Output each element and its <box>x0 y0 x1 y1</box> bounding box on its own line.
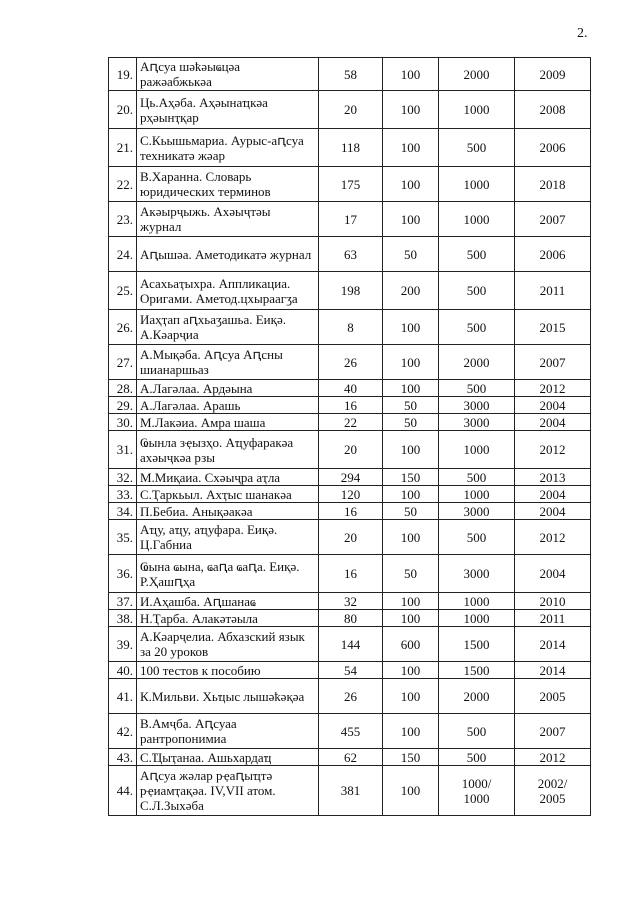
year-cell: 2004 <box>515 555 591 593</box>
quantity-cell: 100 <box>383 58 439 91</box>
quantity-cell: 50 <box>383 555 439 593</box>
copies-cell: 2000 <box>439 345 515 380</box>
table-row <box>109 129 591 167</box>
quantity-cell: 100 <box>383 593 439 610</box>
table-row <box>109 520 591 555</box>
copies-cell: 1000 <box>439 91 515 129</box>
row-number-cell: 26. <box>109 310 137 345</box>
table-row <box>109 749 591 766</box>
title-cell: Ць.Аҳәба. Аҳәынаҵкәа рҳәынҭқар <box>137 91 319 129</box>
title-cell: В.Амҷба. Аԥсуаа рантропонимиа <box>137 714 319 749</box>
count-cell: 63 <box>319 237 383 272</box>
year-cell: 2009 <box>515 58 591 91</box>
row-number-cell: 39. <box>109 627 137 662</box>
table-row <box>109 431 591 469</box>
quantity-cell: 50 <box>383 503 439 520</box>
table-row <box>109 167 591 202</box>
copies-cell: 500 <box>439 714 515 749</box>
year-cell: 2006 <box>515 237 591 272</box>
count-cell: 80 <box>319 610 383 627</box>
copies-cell: 500 <box>439 749 515 766</box>
quantity-cell: 100 <box>383 766 439 816</box>
title-cell: А.Мықәба. Аԥсуа Аԥсны шианаршьаз <box>137 345 319 380</box>
copies-cell: 2000 <box>439 58 515 91</box>
row-number-cell: 38. <box>109 610 137 627</box>
title-cell: А.Лагәлаа. Арашь <box>137 397 319 414</box>
title-cell: И.Аҳашба. Аԥшанаҩ <box>137 593 319 610</box>
copies-cell: 1000 <box>439 593 515 610</box>
quantity-cell: 50 <box>383 237 439 272</box>
count-cell: 381 <box>319 766 383 816</box>
count-cell: 26 <box>319 345 383 380</box>
title-cell: В.Харанна. Словарь юридических терминов <box>137 167 319 202</box>
count-cell: 54 <box>319 662 383 679</box>
count-cell: 58 <box>319 58 383 91</box>
copies-cell: 3000 <box>439 397 515 414</box>
row-number-cell: 44. <box>109 766 137 816</box>
title-cell: С.Ҭаркьыл. Ахҭыс шанакәа <box>137 486 319 503</box>
year-cell: 2008 <box>515 91 591 129</box>
row-number-cell: 35. <box>109 520 137 555</box>
table-row <box>109 414 591 431</box>
table-row <box>109 469 591 486</box>
year-cell: 2014 <box>515 627 591 662</box>
row-number-cell: 27. <box>109 345 137 380</box>
row-number-cell: 34. <box>109 503 137 520</box>
year-cell: 2014 <box>515 662 591 679</box>
table-row <box>109 486 591 503</box>
row-number-cell: 29. <box>109 397 137 414</box>
row-number-cell: 40. <box>109 662 137 679</box>
copies-cell: 500 <box>439 237 515 272</box>
copies-cell: 500 <box>439 520 515 555</box>
title-cell: Асахьаҭыхра. Аппликациа. Оригами. Аметод.цхыраагӡа <box>137 272 319 310</box>
title-cell: Аԥсуа жәлар рҿаԥыҵтә рҿиамҭақәа. IV,VII атом. С.Л.Зыхәба <box>137 766 319 816</box>
row-number-cell: 20. <box>109 91 137 129</box>
title-cell: М.Миқаиа. Схәыҷра аҭла <box>137 469 319 486</box>
year-cell: 2015 <box>515 310 591 345</box>
quantity-cell: 200 <box>383 272 439 310</box>
copies-cell: 1000 <box>439 202 515 237</box>
table-row <box>109 237 591 272</box>
quantity-cell: 100 <box>383 91 439 129</box>
year-cell: 2004 <box>515 486 591 503</box>
copies-cell: 500 <box>439 310 515 345</box>
quantity-cell: 150 <box>383 749 439 766</box>
quantity-cell: 100 <box>383 345 439 380</box>
catalog-table-body <box>109 58 591 816</box>
copies-cell: 2000 <box>439 679 515 714</box>
quantity-cell: 50 <box>383 414 439 431</box>
count-cell: 20 <box>319 520 383 555</box>
quantity-cell: 100 <box>383 202 439 237</box>
table-row <box>109 503 591 520</box>
year-cell: 2005 <box>515 679 591 714</box>
year-cell: 2011 <box>515 272 591 310</box>
year-cell: 2018 <box>515 167 591 202</box>
copies-cell: 500 <box>439 469 515 486</box>
row-number-cell: 30. <box>109 414 137 431</box>
table-row <box>109 58 591 91</box>
title-cell: А.Лагәлаа. Ардәына <box>137 380 319 397</box>
page-number: 2. <box>577 26 588 41</box>
title-cell: С.Кьышьмариа. Аурыс-аԥсуа техникатә жәар <box>137 129 319 167</box>
quantity-cell: 600 <box>383 627 439 662</box>
count-cell: 26 <box>319 679 383 714</box>
quantity-cell: 100 <box>383 520 439 555</box>
table-row <box>109 555 591 593</box>
table-row <box>109 679 591 714</box>
title-cell: Ҩынла зҿызҳо. Аҵуфаракәа ахәыҷкәа рзы <box>137 431 319 469</box>
row-number-cell: 22. <box>109 167 137 202</box>
quantity-cell: 150 <box>383 469 439 486</box>
row-number-cell: 42. <box>109 714 137 749</box>
row-number-cell: 25. <box>109 272 137 310</box>
table-row <box>109 397 591 414</box>
table-row <box>109 380 591 397</box>
count-cell: 144 <box>319 627 383 662</box>
count-cell: 118 <box>319 129 383 167</box>
count-cell: 16 <box>319 555 383 593</box>
table-row <box>109 766 591 816</box>
count-cell: 294 <box>319 469 383 486</box>
table-row <box>109 593 591 610</box>
quantity-cell: 100 <box>383 714 439 749</box>
count-cell: 22 <box>319 414 383 431</box>
row-number-cell: 32. <box>109 469 137 486</box>
count-cell: 16 <box>319 397 383 414</box>
table-row <box>109 202 591 237</box>
title-cell: А.Кәарҷелиа. Абхазский язык за 20 уроков <box>137 627 319 662</box>
count-cell: 62 <box>319 749 383 766</box>
quantity-cell: 100 <box>383 129 439 167</box>
title-cell: К.Мильви. Хьҵыс лышәҟәқәа <box>137 679 319 714</box>
title-cell: Аԥышәа. Аметодикатә журнал <box>137 237 319 272</box>
count-cell: 8 <box>319 310 383 345</box>
title-cell: П.Бебиа. Анықәакәа <box>137 503 319 520</box>
quantity-cell: 100 <box>383 431 439 469</box>
row-number-cell: 37. <box>109 593 137 610</box>
quantity-cell: 100 <box>383 380 439 397</box>
count-cell: 175 <box>319 167 383 202</box>
count-cell: 16 <box>319 503 383 520</box>
table-row <box>109 272 591 310</box>
row-number-cell: 28. <box>109 380 137 397</box>
year-cell: 2002/ 2005 <box>515 766 591 816</box>
quantity-cell: 100 <box>383 167 439 202</box>
copies-cell: 500 <box>439 129 515 167</box>
table-row <box>109 310 591 345</box>
copies-cell: 3000 <box>439 555 515 593</box>
title-cell: Ҩына ҩына, ҩаԥа ҩаԥа. Еиқә. Р.Ҳашԥҳа <box>137 555 319 593</box>
count-cell: 455 <box>319 714 383 749</box>
copies-cell: 1000 <box>439 167 515 202</box>
quantity-cell: 100 <box>383 310 439 345</box>
table-row <box>109 610 591 627</box>
title-cell: 100 тестов к пособию <box>137 662 319 679</box>
quantity-cell: 100 <box>383 486 439 503</box>
row-number-cell: 19. <box>109 58 137 91</box>
copies-cell: 1000 <box>439 610 515 627</box>
title-cell: С.Ҵыҭанаа. Ашьхардаҵ <box>137 749 319 766</box>
quantity-cell: 100 <box>383 610 439 627</box>
title-cell: Н.Ҭарба. Алакәтәыла <box>137 610 319 627</box>
title-cell: Иаҳҭап аԥхьаӡашьа. Еиқә. А.Кәарҷиа <box>137 310 319 345</box>
year-cell: 2011 <box>515 610 591 627</box>
row-number-cell: 41. <box>109 679 137 714</box>
copies-cell: 500 <box>439 272 515 310</box>
title-cell: Акәырҷыжь. Ахәыҷтәы журнал <box>137 202 319 237</box>
year-cell: 2004 <box>515 414 591 431</box>
row-number-cell: 31. <box>109 431 137 469</box>
title-cell: Аҵу, аҵу, аҵуфара. Еиқә. Ц.Габниа <box>137 520 319 555</box>
year-cell: 2012 <box>515 749 591 766</box>
row-number-cell: 24. <box>109 237 137 272</box>
table-row <box>109 714 591 749</box>
count-cell: 120 <box>319 486 383 503</box>
catalog-table <box>108 57 591 816</box>
year-cell: 2010 <box>515 593 591 610</box>
table-row <box>109 662 591 679</box>
title-cell: М.Лакәиа. Амра шаша <box>137 414 319 431</box>
count-cell: 17 <box>319 202 383 237</box>
year-cell: 2004 <box>515 503 591 520</box>
quantity-cell: 100 <box>383 679 439 714</box>
row-number-cell: 23. <box>109 202 137 237</box>
copies-cell: 1000 <box>439 431 515 469</box>
year-cell: 2013 <box>515 469 591 486</box>
count-cell: 20 <box>319 91 383 129</box>
year-cell: 2012 <box>515 380 591 397</box>
copies-cell: 1500 <box>439 627 515 662</box>
count-cell: 20 <box>319 431 383 469</box>
table-row <box>109 91 591 129</box>
year-cell: 2007 <box>515 714 591 749</box>
copies-cell: 3000 <box>439 503 515 520</box>
row-number-cell: 43. <box>109 749 137 766</box>
year-cell: 2006 <box>515 129 591 167</box>
year-cell: 2007 <box>515 345 591 380</box>
copies-cell: 1000 <box>439 486 515 503</box>
quantity-cell: 50 <box>383 397 439 414</box>
count-cell: 198 <box>319 272 383 310</box>
year-cell: 2004 <box>515 397 591 414</box>
copies-cell: 3000 <box>439 414 515 431</box>
year-cell: 2007 <box>515 202 591 237</box>
count-cell: 40 <box>319 380 383 397</box>
row-number-cell: 21. <box>109 129 137 167</box>
copies-cell: 1500 <box>439 662 515 679</box>
table-row <box>109 345 591 380</box>
table-row <box>109 627 591 662</box>
quantity-cell: 100 <box>383 662 439 679</box>
year-cell: 2012 <box>515 520 591 555</box>
copies-cell: 1000/ 1000 <box>439 766 515 816</box>
title-cell: Аԥсуа шәҟәыҩцәа ражәабжькәа <box>137 58 319 91</box>
copies-cell: 500 <box>439 380 515 397</box>
row-number-cell: 33. <box>109 486 137 503</box>
count-cell: 32 <box>319 593 383 610</box>
row-number-cell: 36. <box>109 555 137 593</box>
year-cell: 2012 <box>515 431 591 469</box>
